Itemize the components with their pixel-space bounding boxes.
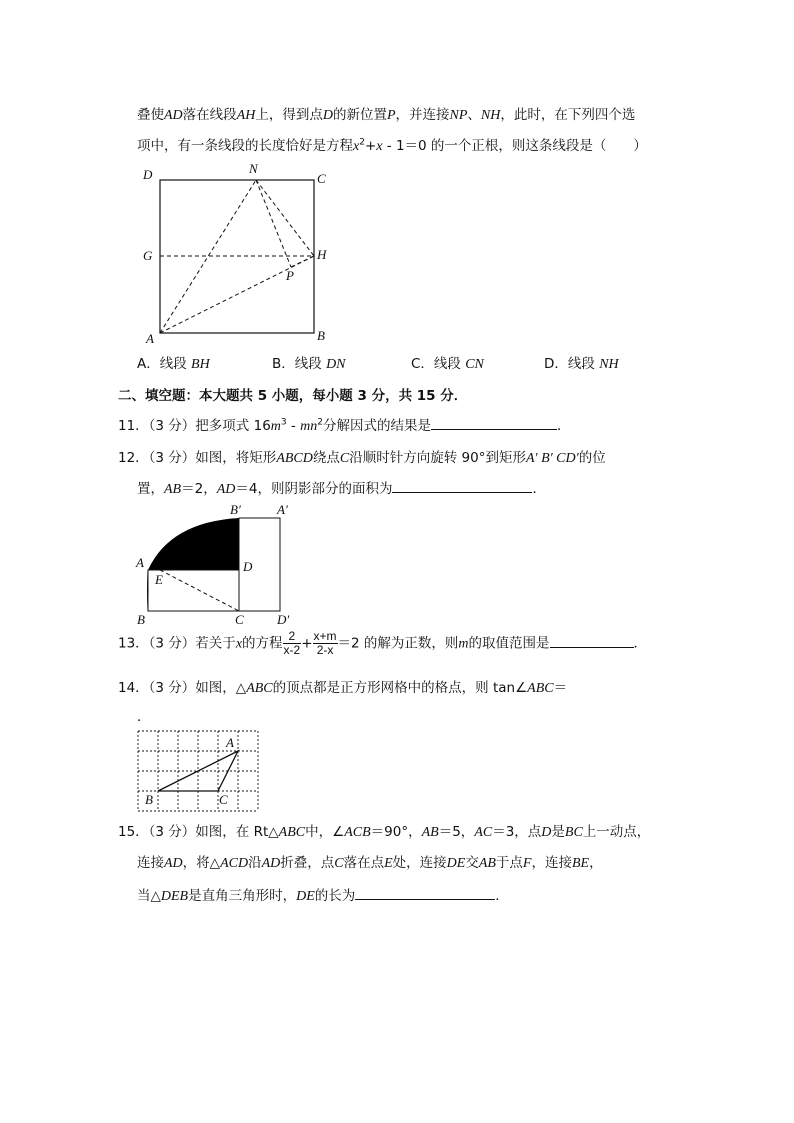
q14-line1: 14．（3 分）如图，△ABC的顶点都是正方形网格中的格点，则 tan∠ABC＝ xyxy=(118,680,568,696)
q11: 11．（3 分）把多项式 $16m^3 - mn^2$分解因式的结果是 ． xyxy=(118,414,570,435)
label-g: G xyxy=(143,248,153,263)
option-a[interactable]: A．线段 BH xyxy=(137,356,210,372)
label-d-prime: D′ xyxy=(277,612,290,627)
segment-np xyxy=(256,180,291,267)
fraction-2: $\frac{x+m}{2-x}$ xyxy=(313,629,337,657)
label-a-prime: A′ xyxy=(277,502,288,517)
label-b: B xyxy=(317,328,325,343)
q15-line3: 当△DEB是直角三角形时，DE的长为 ． xyxy=(137,884,509,905)
label-d: D xyxy=(143,167,153,182)
label-b: B xyxy=(137,612,145,627)
q12-line2: 置，AB＝2，AD＝4，则阴影部分的面积为 ． xyxy=(137,477,546,498)
label-p: P xyxy=(286,268,294,283)
option-b[interactable]: B．线段 DN xyxy=(272,356,346,372)
q15-line1: 15．（3 分）如图，在 Rt△ABC中，∠ACB＝90°，AB＝5，AC＝3，点D是BC上一动点， xyxy=(118,824,651,840)
q15-line2: 连接AD，将△ACD沿AD折叠，点C落在点E处，连接DE交AB于点F，连接BE， xyxy=(137,855,603,871)
label-e: E xyxy=(155,572,163,587)
q12-line1: 12．（3 分）如图，将矩形ABCD绕点C沿顺时针方向旋转 90°到矩形A′ B′ CD′的位 xyxy=(118,450,606,466)
q14-grid-figure xyxy=(136,729,260,813)
answer-blank[interactable] xyxy=(355,885,495,900)
arc-b xyxy=(148,570,149,611)
label-b-prime: B′ xyxy=(230,502,241,517)
segment-ph xyxy=(291,256,314,267)
label-a: A xyxy=(226,735,234,750)
q10-line2: 项中，有一条线段的长度恰好是方程$x^2+x - 1=0$ 的一个正根，则这条线段是（ ） xyxy=(137,137,647,154)
q10-line1: 叠使AD落在线段AH上，得到点D的新位置P，并连接NP、NH，此时，在下列四个选 xyxy=(137,107,636,123)
label-d: D xyxy=(243,559,253,574)
q13: 13．（3 分）若关于x的方程 $\frac{2}{x-2}$ + $\frac{x+m}{2-x}$ ＝2 的解为正数，则m的取值范围是 ． xyxy=(118,629,648,657)
answer-blank[interactable] xyxy=(431,415,557,430)
section-heading: 二、填空题：本大题共 5 小题，每小题 3 分，共 15 分． xyxy=(118,388,468,404)
label-c: C xyxy=(219,792,228,807)
option-c[interactable]: C．线段 CN xyxy=(411,356,484,372)
label-a: A xyxy=(146,331,154,346)
option-d[interactable]: D．线段 NH xyxy=(544,356,619,372)
label-c: C xyxy=(235,612,244,627)
segment-nh xyxy=(256,180,314,256)
fraction-1: $\frac{2}{x-2}$ xyxy=(283,629,301,657)
answer-blank[interactable] xyxy=(392,478,532,493)
q10-figure xyxy=(135,160,345,350)
shaded-region xyxy=(148,518,239,570)
q12-figure xyxy=(130,500,310,630)
label-b: B xyxy=(145,792,153,807)
label-a: A xyxy=(136,555,144,570)
segment-ec xyxy=(160,570,239,611)
label-n: N xyxy=(249,161,258,176)
label-c: C xyxy=(317,171,326,186)
answer-blank[interactable] xyxy=(550,633,634,648)
label-h: H xyxy=(317,247,327,262)
q14-line2: ． xyxy=(137,709,151,725)
